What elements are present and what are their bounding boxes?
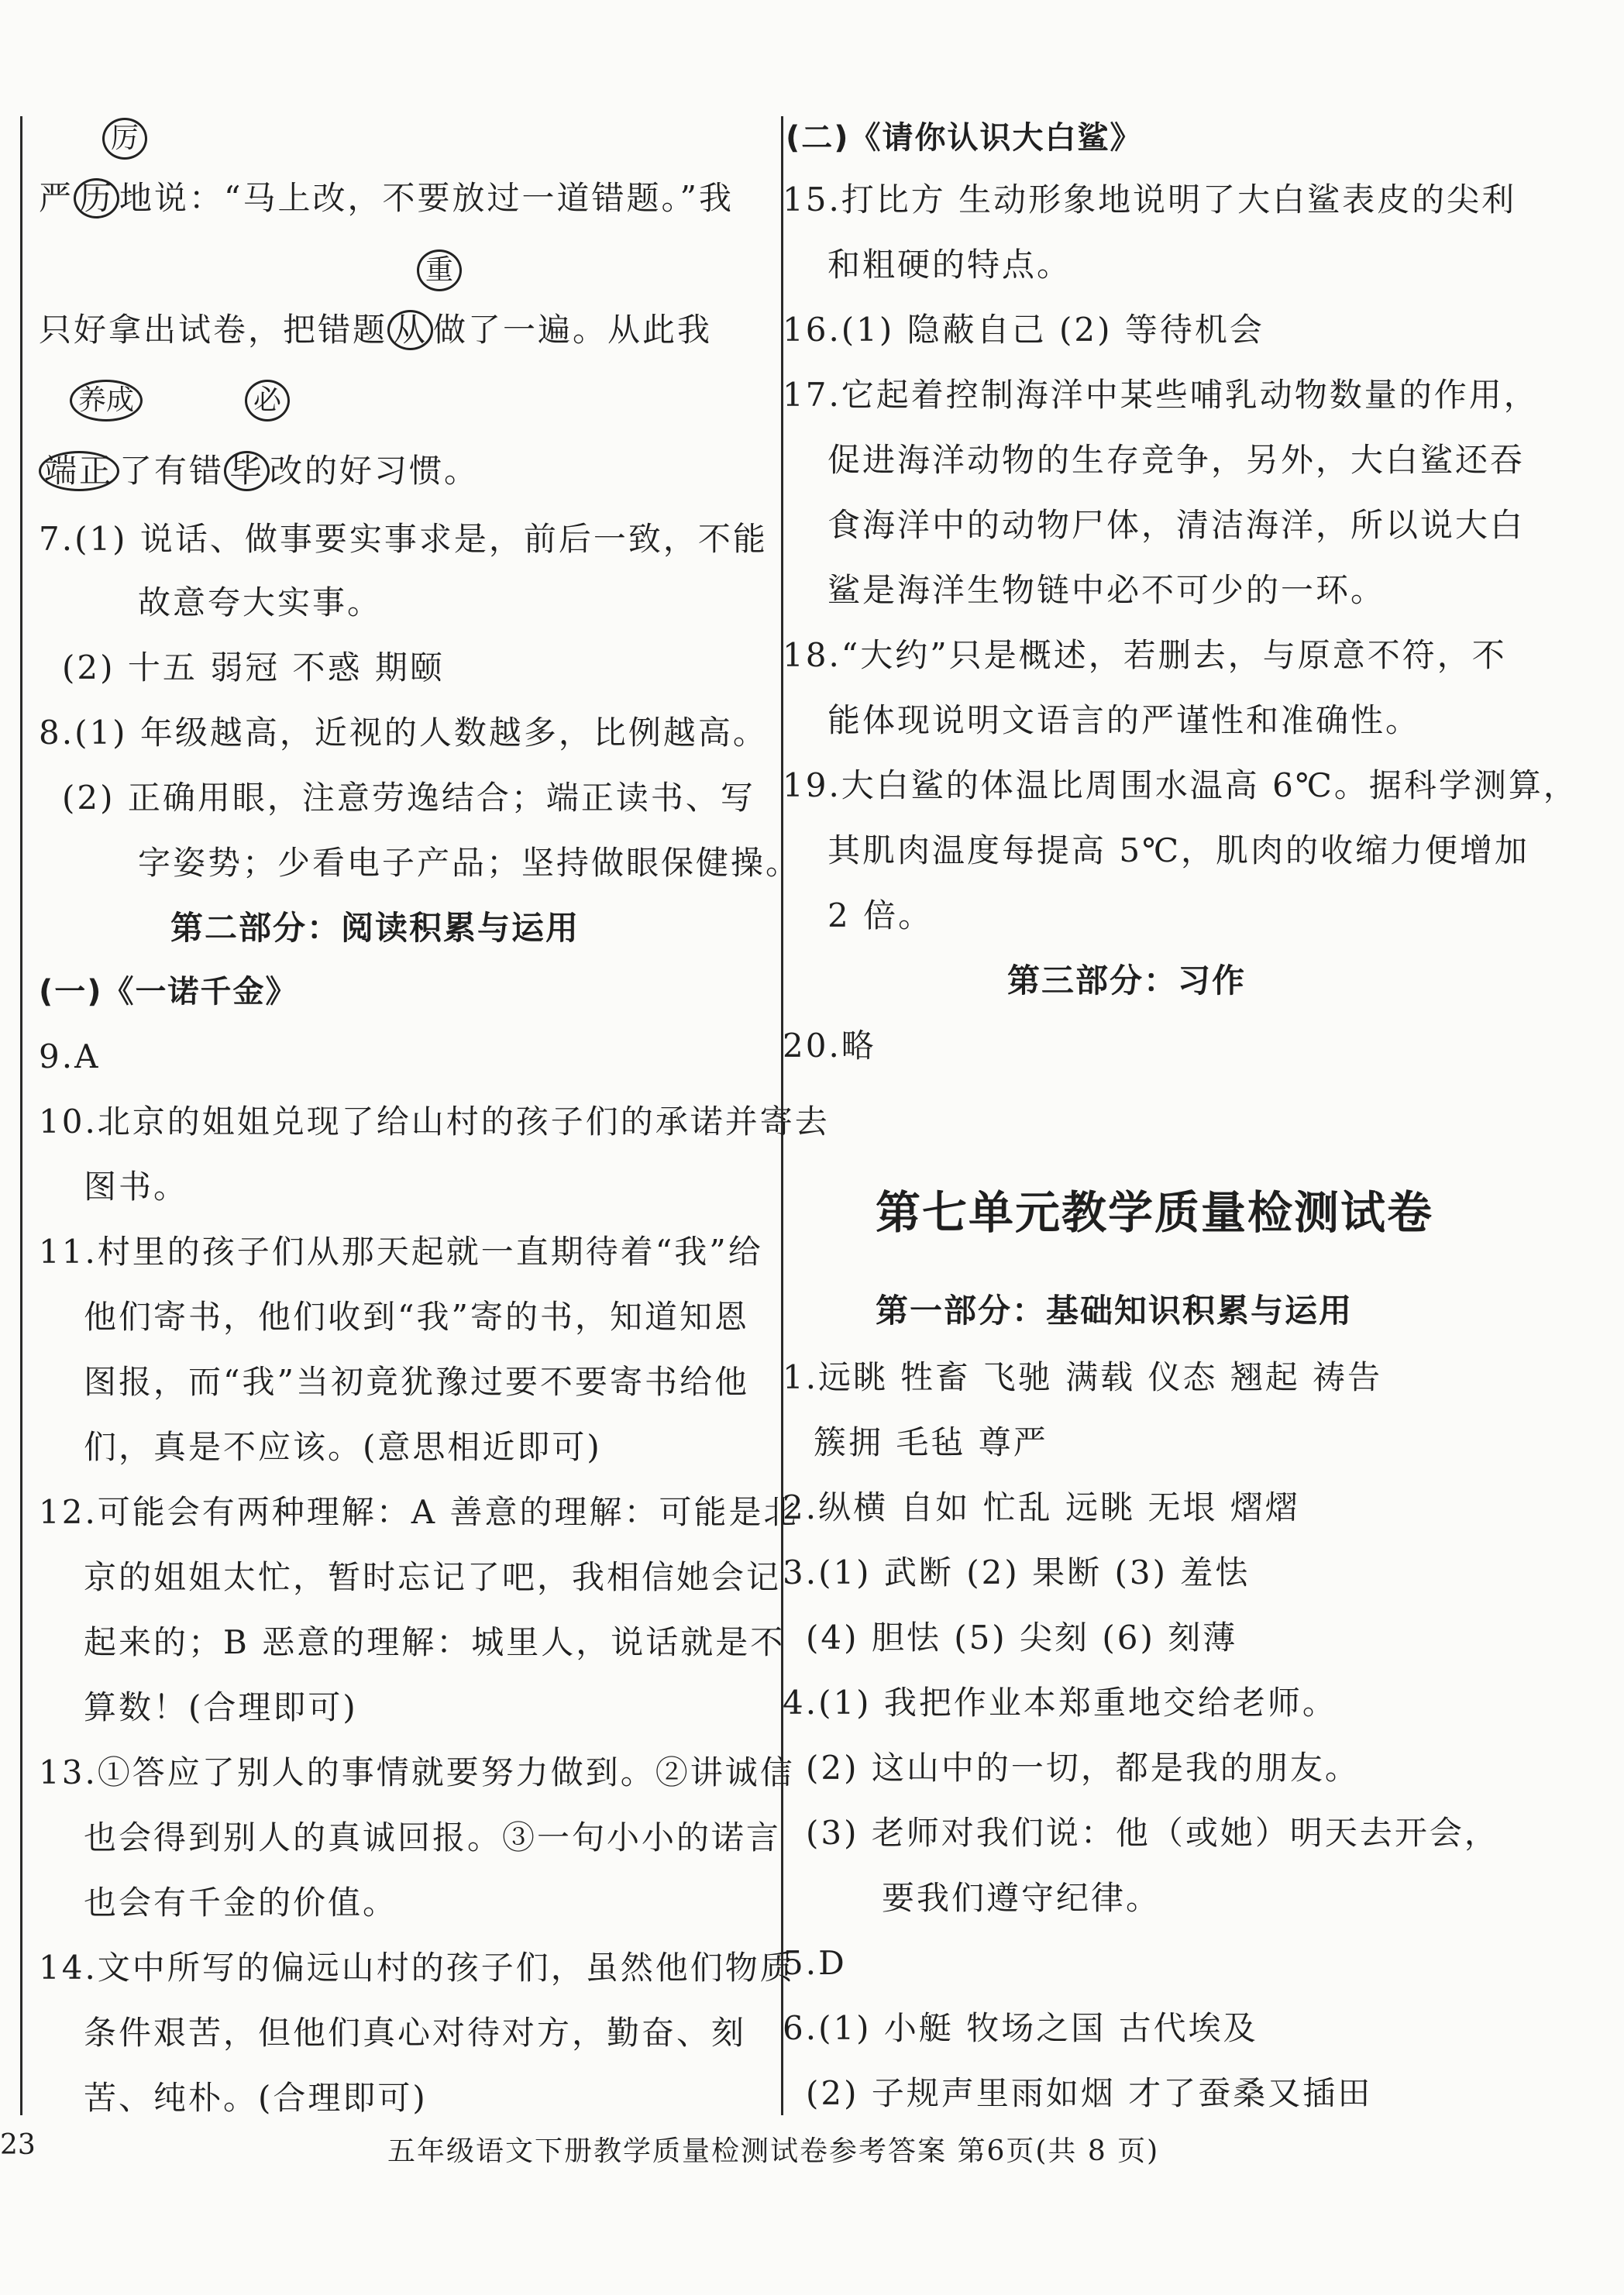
answer-line: 们，真是不应该。(意思相近即可) [84, 1428, 602, 1466]
text-fragment: 地说：“马上改，不要放过一道错题。”我 [119, 179, 734, 217]
answer-line: 17.它起着控制海洋中某些哺乳动物数量的作用， [783, 376, 1539, 414]
text-fragment: 只好拿出试卷，把错题 [39, 311, 388, 349]
answer-line: 18.“大约”只是概述，若删去，与原意不符，不 [783, 636, 1507, 674]
insert-mark-2: 重 [417, 249, 462, 291]
answer-line: 图书。 [84, 1168, 189, 1206]
answer-line: 9.A [39, 1037, 101, 1075]
correction-line-3 [39, 449, 479, 493]
answer-line: 算数！(合理即可) [84, 1688, 358, 1726]
answer-line: 促进海洋动物的生存竞争，另外，大白鲨还吞 [827, 441, 1526, 479]
answer-line: 12.可能会有两种理解：A 善意的理解：可能是北 [39, 1493, 799, 1531]
answer-line: 1.远眺 牲畜 飞驰 满载 仪态 翘起 祷告 [783, 1358, 1383, 1396]
answer-line: 也会有千金的价值。 [84, 1884, 398, 1922]
answer-line: 10.北京的姐姐兑现了给山村的孩子们的承诺并寄去 [39, 1103, 830, 1141]
answer-line: 13.①答应了别人的事情就要努力做到。②讲诚信 [39, 1753, 795, 1791]
correction-line-2 [39, 308, 712, 352]
correction-line-1 [39, 177, 734, 220]
page-number: 23 [0, 2129, 36, 2161]
answer-line: 其肌肉温度每提高 5℃，肌肉的收缩力便增加 [827, 831, 1530, 869]
answer-line: 3.(1) 武断 (2) 果断 (3) 羞怯 [783, 1554, 1251, 1591]
section-heading: 第一部分：基础知识积累与运用 [876, 1292, 1354, 1330]
insert-mark-1: 厉 [102, 118, 147, 160]
section-heading: 第二部分：阅读积累与运用 [170, 909, 580, 947]
circled-error-2: 从 [387, 310, 433, 350]
answer-line: 16.(1) 隐蔽自己 (2) 等待机会 [783, 311, 1264, 349]
answer-line: 食海洋中的动物尸体，清洁海洋，所以说大白 [827, 506, 1526, 544]
answer-line: 5.D [783, 1944, 847, 1982]
text-fragment: 改的好习惯。 [270, 452, 480, 490]
answer-line: 鲨是海洋生物链中必不可少的一环。 [827, 571, 1386, 609]
answer-line: 20.略 [783, 1027, 876, 1065]
answer-line: (3) 老师对我们说：他（或她）明天去开会， [806, 1814, 1499, 1852]
answer-line: 6.(1) 小艇 牧场之国 古代埃及 [783, 2009, 1258, 2047]
subsection-heading: (一)《一诺千金》 [39, 974, 298, 1010]
answer-line: 他们寄书，他们收到“我”寄的书，知道知恩 [84, 1298, 749, 1336]
answer-line: 15.打比方 生动形象地说明了大白鲨表皮的尖利 [783, 181, 1517, 218]
answer-line: 和粗硬的特点。 [827, 246, 1072, 284]
answer-line: (2) 子规声里雨如烟 才了蚕桑又插田 [806, 2074, 1373, 2112]
answer-line: 要我们遵守纪律。 [882, 1879, 1161, 1917]
answer-line: 故意夸大实事。 [138, 583, 383, 621]
circled-error-1: 历 [74, 178, 119, 218]
section-heading: 第三部分：习作 [1007, 962, 1247, 1000]
circled-error-3: 端正 [39, 451, 119, 491]
answer-line: 8.(1) 年级越高，近视的人数越多，比例越高。 [39, 714, 768, 752]
footer-text: 五年级语文下册教学质量检测试卷参考答案 第6页(共 8 页) [387, 2135, 1160, 2167]
answer-line: 4.(1) 我把作业本郑重地交给老师。 [783, 1684, 1337, 1722]
text-fragment: 严 [39, 179, 74, 217]
subsection-heading: (二)《请你认识大白鲨》 [786, 120, 1143, 156]
insert-mark-4: 必 [245, 380, 290, 421]
answer-line: 11.村里的孩子们从那天起就一直期待着“我”给 [39, 1233, 763, 1271]
left-margin-rule [20, 116, 22, 2115]
insert-mark-3: 养成 [70, 380, 143, 421]
answer-line: 19.大白鲨的体温比周围水温高 6℃。据科学测算， [783, 766, 1578, 804]
answer-line: 起来的；B 恶意的理解：城里人，说话就是不 [84, 1623, 786, 1661]
answer-line: 簇拥 毛毡 尊严 [814, 1423, 1048, 1461]
answer-line: 也会得到别人的真诚回报。③一句小小的诺言 [84, 1818, 782, 1856]
answer-line: (2) 这山中的一切，都是我的朋友。 [806, 1749, 1360, 1787]
page-footer [0, 2121, 1624, 2183]
text-fragment: 了有错 [119, 452, 225, 490]
answer-line: 苦、纯朴。(合理即可) [84, 2079, 428, 2117]
answer-line: (2) 十五 弱冠 不惑 期颐 [62, 649, 445, 686]
circled-error-4: 毕 [224, 451, 270, 491]
answer-line: 14.文中所写的偏远山村的孩子们，虽然他们物质 [39, 1949, 795, 1987]
answer-line: 字姿势；少看电子产品；坚持做眼保健操。 [138, 844, 801, 882]
answer-line: 7.(1) 说话、做事要实事求是，前后一致，不能 [39, 520, 768, 558]
answer-line: (4) 胆怯 (5) 尖刻 (6) 刻薄 [806, 1619, 1238, 1657]
text-fragment: 做了一遍。从此我 [433, 311, 713, 349]
answer-line: 能体现说明文语言的严谨性和准确性。 [827, 701, 1421, 739]
unit7-title: 第七单元教学质量检测试卷 [876, 1186, 1434, 1239]
answer-line: 图报，而“我”当初竟犹豫过要不要寄书给他 [84, 1363, 749, 1401]
answer-line: 2 倍。 [827, 896, 934, 934]
answer-line: 京的姐姐太忙，暂时忘记了吧，我相信她会记 [84, 1558, 782, 1596]
answer-line: (2) 正确用眼，注意劳逸结合；端正读书、写 [62, 779, 755, 817]
answer-line: 2.纵横 自如 忙乱 远眺 无垠 熠熠 [783, 1488, 1300, 1526]
answer-line: 条件艰苦，但他们真心对待对方，勤奋、刻 [84, 2014, 747, 2052]
